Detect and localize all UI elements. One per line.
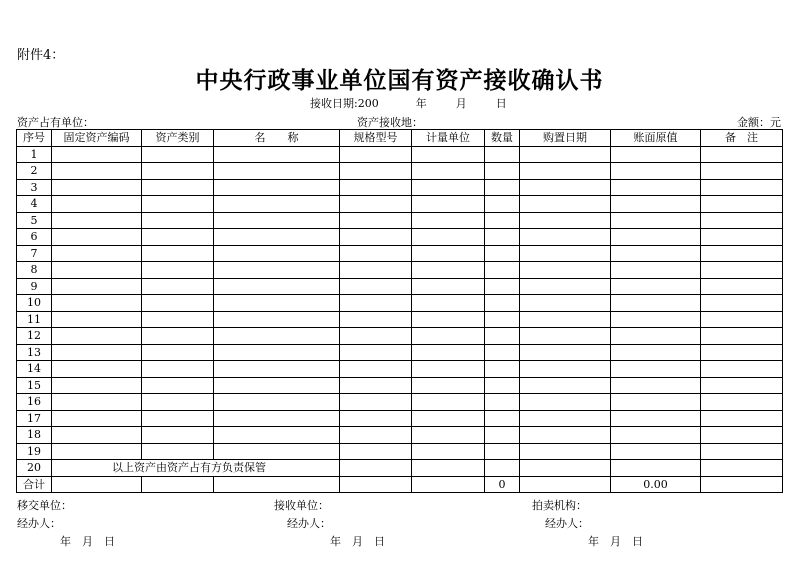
receive-date-year: 年	[415, 97, 427, 110]
table-cell	[340, 262, 412, 279]
table-cell	[340, 361, 412, 378]
row-number: 4	[17, 196, 52, 213]
receive-date	[310, 95, 507, 111]
table-cell	[412, 245, 485, 262]
table-cell	[520, 262, 611, 279]
total-value: 0.00	[611, 476, 701, 493]
table-cell	[520, 311, 611, 328]
table-cell	[485, 179, 520, 196]
table-cell	[52, 196, 142, 213]
table-cell	[52, 278, 142, 295]
table-cell	[611, 427, 701, 444]
table-cell	[214, 344, 340, 361]
table-row	[17, 212, 783, 229]
table-cell	[52, 212, 142, 229]
table-cell	[142, 212, 214, 229]
column-header: 备 注	[701, 130, 783, 147]
table-cell	[485, 328, 520, 345]
table-cell	[701, 179, 783, 196]
table-cell	[142, 344, 214, 361]
table-header-row	[17, 130, 783, 147]
table-cell	[611, 146, 701, 163]
table-cell	[142, 262, 214, 279]
table-cell	[214, 394, 340, 411]
table-row	[17, 344, 783, 361]
table-cell	[520, 427, 611, 444]
row-number: 18	[17, 427, 52, 444]
table-cell	[142, 295, 214, 312]
table-cell	[611, 361, 701, 378]
column-header: 名 称	[214, 130, 340, 147]
transfer-date-label: 年 月 日	[60, 535, 115, 548]
table-cell	[611, 212, 701, 229]
table-cell	[52, 410, 142, 427]
table-cell	[611, 163, 701, 180]
receive-date-label: 接收日期:200	[310, 97, 379, 110]
table-cell	[52, 146, 142, 163]
column-header: 规格型号	[340, 130, 412, 147]
table-cell	[485, 245, 520, 262]
table-cell	[340, 427, 412, 444]
table-cell	[52, 443, 142, 460]
table-cell	[142, 245, 214, 262]
owner-unit-label: 资产占有单位：	[17, 116, 94, 129]
table-cell	[214, 278, 340, 295]
table-cell	[142, 377, 214, 394]
table-body	[17, 146, 783, 493]
auction-date-label: 年 月 日	[588, 535, 643, 548]
table-cell	[412, 394, 485, 411]
table-cell	[340, 179, 412, 196]
table-cell	[142, 229, 214, 246]
table-cell	[701, 311, 783, 328]
table-cell	[340, 344, 412, 361]
transfer-handler-label: 经办人：	[17, 517, 61, 530]
table-cell	[412, 278, 485, 295]
receive-unit-label: 接收单位：	[274, 499, 329, 512]
table-cell	[214, 179, 340, 196]
table-cell	[701, 476, 783, 493]
table-cell	[485, 377, 520, 394]
table-cell	[214, 476, 340, 493]
table-cell	[412, 443, 485, 460]
table-cell	[520, 443, 611, 460]
table-row	[17, 196, 783, 213]
table-cell	[142, 394, 214, 411]
table-cell	[142, 443, 214, 460]
table-row	[17, 278, 783, 295]
table-cell	[412, 146, 485, 163]
table-cell	[52, 245, 142, 262]
table-cell	[340, 278, 412, 295]
table-cell	[214, 377, 340, 394]
table-cell	[701, 245, 783, 262]
table-cell	[485, 427, 520, 444]
column-header: 数量	[485, 130, 520, 147]
table-row	[17, 146, 783, 163]
table-row	[17, 245, 783, 262]
table-cell	[214, 262, 340, 279]
table-cell	[412, 196, 485, 213]
table-cell	[340, 476, 412, 493]
table-cell	[412, 311, 485, 328]
table-cell	[485, 212, 520, 229]
table-cell	[214, 245, 340, 262]
table-cell	[142, 361, 214, 378]
table-cell	[412, 295, 485, 312]
row-number: 12	[17, 328, 52, 345]
table-cell	[412, 361, 485, 378]
table-cell	[142, 163, 214, 180]
table-cell	[412, 262, 485, 279]
table-cell	[340, 212, 412, 229]
table-cell	[520, 163, 611, 180]
table-row	[17, 394, 783, 411]
table-cell	[412, 163, 485, 180]
table-cell	[52, 262, 142, 279]
table-cell	[701, 460, 783, 477]
table-row	[17, 328, 783, 345]
table-row	[17, 410, 783, 427]
table-cell	[611, 377, 701, 394]
table-cell	[52, 163, 142, 180]
table-cell	[611, 179, 701, 196]
asset-table	[16, 129, 783, 493]
amount-unit-label: 金额：元	[737, 116, 781, 129]
table-cell	[520, 196, 611, 213]
table-cell	[142, 311, 214, 328]
table-cell	[52, 179, 142, 196]
table-cell	[485, 443, 520, 460]
table-cell	[485, 262, 520, 279]
row-number: 14	[17, 361, 52, 378]
row-number: 3	[17, 179, 52, 196]
receive-handler-label: 经办人：	[287, 517, 331, 530]
table-cell	[214, 295, 340, 312]
auction-org-label: 拍卖机构：	[532, 499, 587, 512]
table-cell	[214, 410, 340, 427]
table-cell	[485, 311, 520, 328]
receive-place-label: 资产接收地：	[357, 116, 423, 129]
table-cell	[142, 278, 214, 295]
table-cell	[701, 196, 783, 213]
table-cell	[412, 427, 485, 444]
table-cell	[412, 410, 485, 427]
row-number: 9	[17, 278, 52, 295]
table-cell	[340, 146, 412, 163]
table-cell	[611, 295, 701, 312]
row-number: 20	[17, 460, 52, 477]
table-cell	[520, 394, 611, 411]
row-number: 1	[17, 146, 52, 163]
table-row	[17, 427, 783, 444]
table-cell	[701, 443, 783, 460]
receive-date-sign-label: 年 月 日	[330, 535, 385, 548]
table-cell	[214, 229, 340, 246]
table-cell	[611, 229, 701, 246]
table-cell	[340, 394, 412, 411]
transfer-unit-label: 移交单位：	[17, 499, 72, 512]
table-cell	[340, 196, 412, 213]
table-cell	[520, 212, 611, 229]
table-cell	[485, 163, 520, 180]
column-header: 资产类别	[142, 130, 214, 147]
table-row	[17, 229, 783, 246]
table-cell	[520, 146, 611, 163]
table-cell	[520, 377, 611, 394]
table-cell	[412, 460, 485, 477]
table-cell	[611, 278, 701, 295]
table-cell	[412, 179, 485, 196]
row-number: 15	[17, 377, 52, 394]
attachment-label: 附件4：	[17, 48, 65, 63]
table-cell	[340, 163, 412, 180]
table-cell	[142, 328, 214, 345]
table-cell	[214, 427, 340, 444]
table-cell	[142, 196, 214, 213]
column-header: 计量单位	[412, 130, 485, 147]
row-number: 13	[17, 344, 52, 361]
table-cell	[701, 278, 783, 295]
table-cell	[142, 427, 214, 444]
table-cell	[520, 361, 611, 378]
table-cell	[520, 460, 611, 477]
table-cell	[340, 443, 412, 460]
row-number: 19	[17, 443, 52, 460]
table-cell	[701, 328, 783, 345]
table-cell	[214, 328, 340, 345]
receive-date-month: 月	[455, 97, 467, 110]
row-number: 5	[17, 212, 52, 229]
auction-handler-label: 经办人：	[545, 517, 589, 530]
table-cell	[340, 328, 412, 345]
table-cell	[485, 295, 520, 312]
table-cell	[701, 163, 783, 180]
table-cell	[340, 410, 412, 427]
table-cell	[340, 229, 412, 246]
table-row	[17, 295, 783, 312]
table-cell	[52, 394, 142, 411]
table-cell	[485, 460, 520, 477]
table-cell	[701, 377, 783, 394]
table-cell	[412, 212, 485, 229]
table-cell	[611, 245, 701, 262]
table-cell	[412, 377, 485, 394]
table-cell	[412, 328, 485, 345]
column-header: 固定资产编码	[52, 130, 142, 147]
table-cell	[611, 328, 701, 345]
table-cell	[611, 443, 701, 460]
table-cell	[142, 179, 214, 196]
column-header: 购置日期	[520, 130, 611, 147]
table-cell	[142, 476, 214, 493]
table-cell	[52, 377, 142, 394]
table-cell	[485, 344, 520, 361]
total-label: 合计	[17, 476, 52, 493]
total-quantity: 0	[485, 476, 520, 493]
table-cell	[520, 295, 611, 312]
custody-note: 以上资产由资产占有方负责保管	[52, 460, 340, 477]
table-cell	[611, 460, 701, 477]
table-cell	[52, 476, 142, 493]
table-row	[17, 311, 783, 328]
row-number: 11	[17, 311, 52, 328]
table-cell	[701, 146, 783, 163]
table-cell	[520, 476, 611, 493]
table-row	[17, 361, 783, 378]
table-cell	[611, 394, 701, 411]
table-cell	[340, 311, 412, 328]
table-cell	[52, 328, 142, 345]
table-row	[17, 163, 783, 180]
table-cell	[52, 427, 142, 444]
table-cell	[142, 410, 214, 427]
table-cell	[214, 311, 340, 328]
document-title: 中央行政事业单位国有资产接收确认书	[195, 67, 604, 94]
row-number: 6	[17, 229, 52, 246]
column-header: 账面原值	[611, 130, 701, 147]
table-cell	[520, 278, 611, 295]
table-cell	[52, 311, 142, 328]
table-row	[17, 377, 783, 394]
row-number: 10	[17, 295, 52, 312]
table-cell	[485, 146, 520, 163]
table-cell	[52, 344, 142, 361]
table-cell	[485, 394, 520, 411]
table-cell	[485, 410, 520, 427]
table-cell	[485, 361, 520, 378]
table-cell	[701, 394, 783, 411]
table-cell	[701, 427, 783, 444]
table-cell	[52, 361, 142, 378]
table-cell	[340, 377, 412, 394]
table-cell	[214, 212, 340, 229]
table-cell	[701, 295, 783, 312]
table-cell	[340, 245, 412, 262]
total-row	[17, 476, 783, 493]
receive-date-day: 日	[495, 97, 507, 110]
table-cell	[485, 229, 520, 246]
table-cell	[412, 344, 485, 361]
table-cell	[520, 410, 611, 427]
table-cell	[485, 278, 520, 295]
table-cell	[485, 196, 520, 213]
table-row	[17, 262, 783, 279]
table-cell	[520, 328, 611, 345]
table-cell	[340, 460, 412, 477]
table-cell	[520, 344, 611, 361]
table-cell	[701, 361, 783, 378]
table-cell	[214, 443, 340, 460]
table-cell	[611, 311, 701, 328]
table-row	[17, 443, 783, 460]
table-cell	[701, 229, 783, 246]
table-row	[17, 460, 783, 477]
row-number: 17	[17, 410, 52, 427]
table-cell	[701, 410, 783, 427]
column-header: 序号	[17, 130, 52, 147]
table-cell	[611, 262, 701, 279]
table-cell	[701, 262, 783, 279]
table-cell	[214, 361, 340, 378]
table-cell	[340, 295, 412, 312]
table-cell	[611, 196, 701, 213]
table-cell	[52, 295, 142, 312]
table-cell	[412, 229, 485, 246]
row-number: 2	[17, 163, 52, 180]
table-cell	[520, 229, 611, 246]
row-number: 7	[17, 245, 52, 262]
table-cell	[214, 163, 340, 180]
row-number: 8	[17, 262, 52, 279]
table-cell	[701, 344, 783, 361]
table-cell	[611, 344, 701, 361]
table-cell	[214, 196, 340, 213]
table-cell	[701, 212, 783, 229]
table-cell	[520, 245, 611, 262]
table-row	[17, 179, 783, 196]
table-cell	[142, 146, 214, 163]
table-cell	[214, 146, 340, 163]
table-cell	[520, 179, 611, 196]
table-cell	[412, 476, 485, 493]
table-cell	[52, 229, 142, 246]
row-number: 16	[17, 394, 52, 411]
table-cell	[611, 410, 701, 427]
